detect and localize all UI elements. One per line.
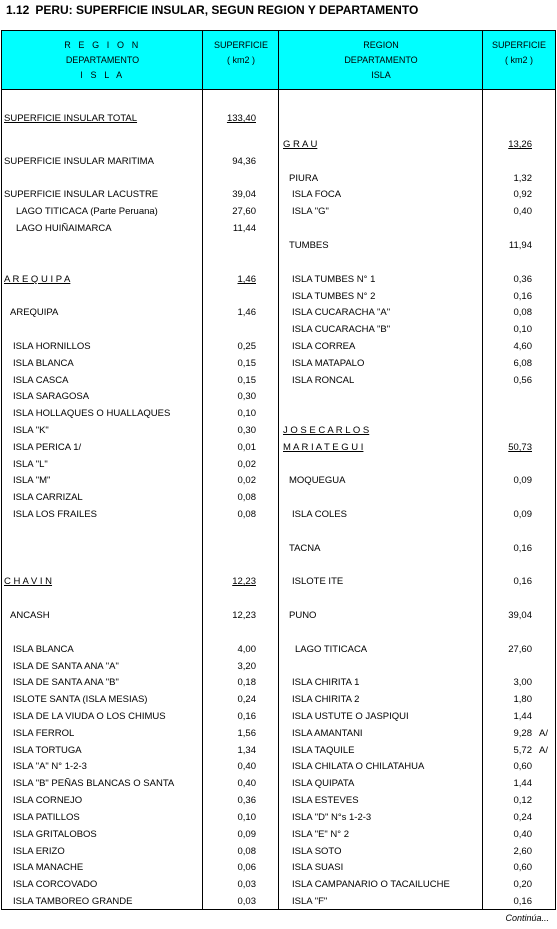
row-name: ISLA CUCARACHA "B" — [292, 324, 391, 335]
row-value: 0,15 — [237, 375, 256, 386]
row-value: 0,02 — [237, 459, 256, 470]
table-row — [283, 423, 557, 439]
row-name: ISLA "K" — [13, 425, 49, 436]
row-value: 12,23 — [232, 576, 256, 587]
table-row — [4, 827, 286, 843]
row-value: 12,23 — [232, 610, 256, 621]
row-value: 13,26 — [508, 139, 532, 150]
header-right-name — [279, 31, 483, 90]
row-value: 3,20 — [237, 661, 256, 672]
row-value: 0,01 — [237, 442, 256, 453]
table-row — [283, 187, 557, 203]
table-row — [283, 272, 557, 288]
row-name: PIURA — [289, 173, 319, 184]
row-value: 0,16 — [513, 896, 532, 907]
row-value: 4,60 — [513, 341, 532, 352]
table-row — [283, 137, 557, 153]
table-row — [283, 743, 557, 759]
row-name: ISLA AMANTANI — [292, 728, 363, 739]
row-value: 0,40 — [513, 829, 532, 840]
table-row — [283, 894, 557, 910]
row-name: LAGO HUIÑAIMARCA — [16, 223, 112, 234]
row-value: 27,60 — [232, 206, 256, 217]
row-name: ISLA QUIPATA — [292, 778, 355, 789]
row-value: 0,09 — [237, 829, 256, 840]
row-name: ISLA TORTUGA — [13, 745, 82, 756]
row-value: 6,08 — [513, 358, 532, 369]
table-row — [283, 726, 557, 742]
row-name: AREQUIPA — [10, 307, 59, 318]
row-name: ISLA PERICA 1/ — [13, 442, 82, 453]
table-row — [4, 709, 286, 725]
row-name: ISLA FOCA — [292, 189, 342, 200]
table-row — [4, 675, 286, 691]
row-name: ISLA CORNEJO — [13, 795, 83, 806]
table-row — [283, 322, 557, 338]
row-name: ISLA CHILATA O CHILATAHUA — [292, 761, 425, 772]
row-value: 0,03 — [237, 896, 256, 907]
row-name: ISLA CAMPANARIO O TACAILUCHE — [292, 879, 450, 890]
row-name: ISLA "B" PEÑAS BLANCAS O SANTA — [13, 778, 175, 789]
row-name: ISLA HORNILLOS — [13, 341, 91, 352]
table-row — [283, 642, 557, 658]
row-value: 0,08 — [237, 509, 256, 520]
table-row — [283, 373, 557, 389]
row-name: M A R I A T E G U I — [283, 442, 364, 453]
header-line: ( km2 ) — [505, 55, 533, 65]
row-value: 0,10 — [513, 324, 532, 335]
table-row — [4, 743, 286, 759]
page-title — [6, 3, 418, 17]
row-name: ISLOTE SANTA (ISLA MESIAS) — [13, 694, 148, 705]
row-name: ISLA "G" — [292, 206, 329, 217]
row-value: 1,32 — [513, 173, 532, 184]
row-value: 1,46 — [237, 307, 256, 318]
row-value: 0,03 — [237, 879, 256, 890]
row-value: 0,60 — [513, 862, 532, 873]
table-row — [4, 574, 286, 590]
header-line: SUPERFICIE — [213, 40, 268, 50]
row-name: ISLA CASCA — [13, 375, 69, 386]
row-value: 1,56 — [237, 728, 256, 739]
row-name: ISLA DE SANTA ANA "A" — [13, 661, 119, 672]
row-name: ISLA SOTO — [292, 846, 342, 857]
row-name: ISLA COLES — [292, 509, 347, 520]
table-row — [283, 709, 557, 725]
table-row — [4, 373, 286, 389]
row-value: 0,24 — [237, 694, 256, 705]
table-row — [283, 541, 557, 557]
row-value: 3,00 — [513, 677, 532, 688]
row-value: 0,30 — [237, 391, 256, 402]
row-name: ISLA TAMBOREO GRANDE — [13, 896, 133, 907]
row-value: 11,94 — [508, 240, 532, 251]
row-value: 0,36 — [237, 795, 256, 806]
table-row — [283, 877, 557, 893]
row-value: 0,02 — [237, 475, 256, 486]
table-row — [4, 473, 286, 489]
table-row — [283, 776, 557, 792]
row-name: ISLA TUMBES N° 2 — [292, 291, 376, 302]
header-line: ( km2 ) — [227, 55, 255, 65]
row-value: 0,56 — [513, 375, 532, 386]
row-name: MOQUEGUA — [289, 475, 346, 486]
table-row — [4, 272, 286, 288]
row-value: 0,60 — [513, 761, 532, 772]
table-row — [4, 154, 286, 170]
row-name: ISLA FERROL — [13, 728, 75, 739]
table-row — [4, 440, 286, 456]
table-row — [283, 356, 557, 372]
table-row — [4, 877, 286, 893]
table-row — [4, 844, 286, 860]
table-row — [283, 171, 557, 187]
row-name: ISLA HOLLAQUES O HUALLAQUES — [13, 408, 171, 419]
row-name: ISLA MATAPALO — [292, 358, 365, 369]
row-value: 9,28 — [513, 728, 532, 739]
row-name: ISLA ERIZO — [13, 846, 65, 857]
row-name: ISLA "M" — [13, 475, 51, 486]
row-value: 0,10 — [237, 408, 256, 419]
table-row — [4, 111, 286, 127]
row-value: 0,18 — [237, 677, 256, 688]
table-row — [283, 339, 557, 355]
row-value: 0,16 — [237, 711, 256, 722]
header-line: R E G I O N — [64, 40, 141, 50]
table-row — [283, 759, 557, 775]
row-value: 5,72 — [513, 745, 532, 756]
row-name: ISLA "L" — [13, 459, 48, 470]
row-value: 1,34 — [237, 745, 256, 756]
row-value: 0,09 — [513, 475, 532, 486]
table-row — [283, 844, 557, 860]
table-row — [4, 726, 286, 742]
row-value: 0,16 — [513, 543, 532, 554]
row-name: LAGO TITICACA (Parte Peruana) — [16, 206, 158, 217]
table-row — [4, 642, 286, 658]
row-value: 0,08 — [513, 307, 532, 318]
table-row — [283, 608, 557, 624]
row-name: C H A V I N — [4, 576, 53, 587]
table-row — [4, 389, 286, 405]
row-value: 1,46 — [237, 274, 256, 285]
row-value: 0,08 — [237, 492, 256, 503]
title-number: 1.12 — [6, 3, 30, 17]
row-name: SUPERFICIE INSULAR MARITIMA — [4, 156, 154, 167]
row-value: 1,44 — [513, 778, 532, 789]
row-value: 0,06 — [237, 862, 256, 873]
row-name: ISLA MANACHE — [13, 862, 84, 873]
row-value: 0,40 — [237, 778, 256, 789]
table-row — [4, 608, 286, 624]
row-value: 0,16 — [513, 576, 532, 587]
row-name: ISLA ESTEVES — [292, 795, 359, 806]
row-value: 94,36 — [232, 156, 256, 167]
table-row — [4, 457, 286, 473]
row-value: 0,09 — [513, 509, 532, 520]
row-name: SUPERFICIE INSULAR TOTAL — [4, 113, 138, 124]
row-name: J O S E C A R L O S — [283, 425, 370, 436]
row-name: ISLA CARRIZAL — [13, 492, 83, 503]
table-row — [283, 440, 557, 456]
table-row — [283, 305, 557, 321]
row-value: 0,12 — [513, 795, 532, 806]
row-value: 39,04 — [232, 189, 256, 200]
table-row — [4, 204, 286, 220]
row-name: ISLOTE ITE — [292, 576, 344, 587]
table-row — [4, 860, 286, 876]
title-text: PERU: SUPERFICIE INSULAR, SEGUN REGION Y DEPARTAMENTO — [35, 3, 419, 17]
table-row — [283, 860, 557, 876]
row-value: 2,60 — [513, 846, 532, 857]
row-name: ISLA TUMBES N° 1 — [292, 274, 376, 285]
row-value: 0,25 — [237, 341, 256, 352]
row-name: ISLA GRITALOBOS — [13, 829, 97, 840]
table-row — [4, 221, 286, 237]
row-name: TACNA — [289, 543, 321, 554]
table-row — [283, 827, 557, 843]
header-line: SUPERFICIE — [491, 40, 546, 50]
header-line: DEPARTAMENTO — [344, 55, 418, 65]
table-row — [283, 204, 557, 220]
row-name: PUNO — [289, 610, 317, 621]
table-row — [283, 692, 557, 708]
table-row — [4, 490, 286, 506]
row-name: ISLA RONCAL — [292, 375, 355, 386]
table-row — [283, 793, 557, 809]
row-name: ISLA BLANCA — [13, 644, 74, 655]
row-value: 0,24 — [513, 812, 532, 823]
row-name: ISLA DE LA VIUDA O LOS CHIMUS — [13, 711, 166, 722]
row-name: LAGO TITICACA — [295, 644, 368, 655]
table-row — [283, 675, 557, 691]
row-value: 0,36 — [513, 274, 532, 285]
row-value: 50,73 — [508, 442, 532, 453]
table-row — [4, 810, 286, 826]
table-row — [283, 810, 557, 826]
row-name: TUMBES — [289, 240, 329, 251]
row-value: 4,00 — [237, 644, 256, 655]
row-name: ISLA CHIRITA 1 — [292, 677, 360, 688]
row-note: A/ — [539, 728, 548, 739]
row-name: ISLA SUASI — [292, 862, 344, 873]
table-row — [4, 776, 286, 792]
row-name: ISLA CORREA — [292, 341, 356, 352]
header-line: ISLA — [371, 70, 391, 80]
row-name: ISLA SARAGOSA — [13, 391, 90, 402]
row-name: ISLA "E" N° 2 — [292, 829, 350, 840]
table-row — [283, 473, 557, 489]
header-line: DEPARTAMENTO — [65, 55, 140, 65]
row-name: ISLA LOS FRAILES — [13, 509, 97, 520]
row-value: 0,30 — [237, 425, 256, 436]
row-name: ISLA CUCARACHA "A" — [292, 307, 391, 318]
row-name: A R E Q U I P A — [4, 274, 71, 285]
table-row — [4, 507, 286, 523]
table-row — [4, 187, 286, 203]
table-row — [283, 507, 557, 523]
table-row — [4, 659, 286, 675]
row-name: ISLA DE SANTA ANA "B" — [13, 677, 119, 688]
header-left-value — [203, 31, 279, 90]
header-right-value — [483, 31, 555, 90]
row-name: SUPERFICIE INSULAR LACUSTRE — [4, 189, 159, 200]
row-name: ISLA "D" N°s 1-2-3 — [292, 812, 372, 823]
row-value: 133,40 — [226, 113, 256, 124]
header-line: REGION — [363, 40, 399, 50]
row-name: ISLA BLANCA — [13, 358, 74, 369]
row-value: 39,04 — [508, 610, 532, 621]
table-row — [4, 793, 286, 809]
table-row — [283, 238, 557, 254]
table-row — [4, 759, 286, 775]
row-note: A/ — [539, 745, 548, 756]
row-name: ISLA CHIRITA 2 — [292, 694, 360, 705]
row-value: 11,44 — [232, 223, 256, 234]
row-name: ISLA CORCOVADO — [13, 879, 98, 890]
row-name: ISLA TAQUILE — [292, 745, 355, 756]
row-value: 0,16 — [513, 291, 532, 302]
header-line: I S L A — [80, 70, 125, 80]
row-name: G R A U — [283, 139, 318, 150]
row-name: ANCASH — [10, 610, 50, 621]
row-value: 0,92 — [513, 189, 532, 200]
table-row — [4, 894, 286, 910]
row-value: 0,40 — [237, 761, 256, 772]
row-value: 0,20 — [513, 879, 532, 890]
table-row — [4, 305, 286, 321]
table-row — [283, 574, 557, 590]
row-value: 0,15 — [237, 358, 256, 369]
table-row — [4, 339, 286, 355]
row-name: ISLA PATILLOS — [13, 812, 80, 823]
data-table — [1, 30, 556, 910]
row-value: 1,44 — [513, 711, 532, 722]
row-value: 27,60 — [508, 644, 532, 655]
row-name: ISLA USTUTE O JASPIQUI — [292, 711, 409, 722]
table-row — [283, 289, 557, 305]
row-value: 0,40 — [513, 206, 532, 217]
table-row — [4, 423, 286, 439]
row-value: 1,80 — [513, 694, 532, 705]
table-row — [4, 406, 286, 422]
continued-note: Continúa... — [505, 913, 549, 923]
header-left-name — [2, 31, 203, 90]
row-name: ISLA "F" — [292, 896, 328, 907]
table-row — [4, 692, 286, 708]
table-row — [4, 356, 286, 372]
row-name: ISLA "A" N° 1-2-3 — [13, 761, 87, 772]
row-value: 0,08 — [237, 846, 256, 857]
row-value: 0,10 — [237, 812, 256, 823]
